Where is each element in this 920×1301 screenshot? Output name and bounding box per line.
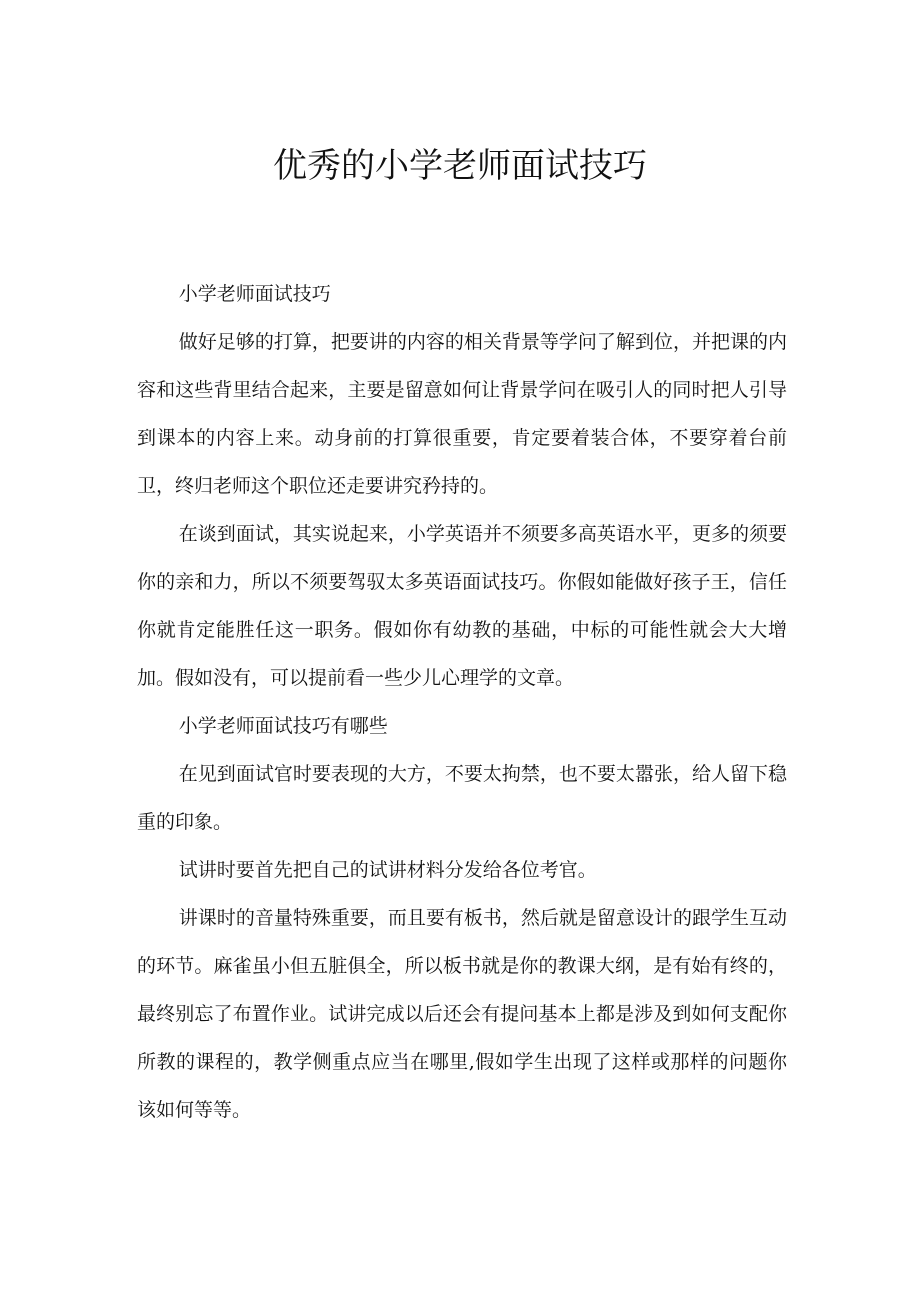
paragraph: 做好足够的打算，把要讲的内容的相关背景等学问了解到位，并把课的内容和这些背里结合起来，主要是留意如何让背景学问在吸引人的同时把人引导到课本的内容上来。动身前的打算很重要，肯定要着装合体，不要穿着台前卫，终归老师这个职位还走要讲究矜持的。 bbox=[137, 331, 787, 497]
document-title: 优秀的小学老师面试技巧 bbox=[273, 146, 647, 186]
paragraph: 试讲时要首先把自己的试讲材料分发给各位考官。 bbox=[178, 859, 597, 881]
paragraph: 在见到面试官时要表现的大方，不要太拘禁，也不要太嚣张，给人留下稳重的印象。 bbox=[137, 763, 787, 833]
paragraph: 讲课时的音量特殊重要，而且要有板书，然后就是留意设计的跟学生互动的环节。麻雀虽小但五脏俱全，所以板书就是你的教课大纲，是有始有终的，最终别忘了布置作业。试讲完成以后还会有提问基本上都是涉及到如何支配你所教的课程的，教学侧重点应当在哪里,假如学生出现了这样或那样的问题你该如何等等。 bbox=[137, 907, 787, 1121]
section-heading: 小学老师面试技巧有哪些 bbox=[178, 715, 388, 737]
section-heading: 小学老师面试技巧 bbox=[178, 283, 331, 305]
paragraph: 在谈到面试，其实说起来，小学英语并不须要多高英语水平，更多的须要你的亲和力，所以不须要驾驭太多英语面试技巧。你假如能做好孩子王，信任你就肯定能胜任这一职务。假如你有幼教的基础，中标的可能性就会大大增加。假如没有，可以提前看一些少儿心理学的文章。 bbox=[137, 523, 787, 689]
document-body bbox=[137, 270, 787, 1134]
